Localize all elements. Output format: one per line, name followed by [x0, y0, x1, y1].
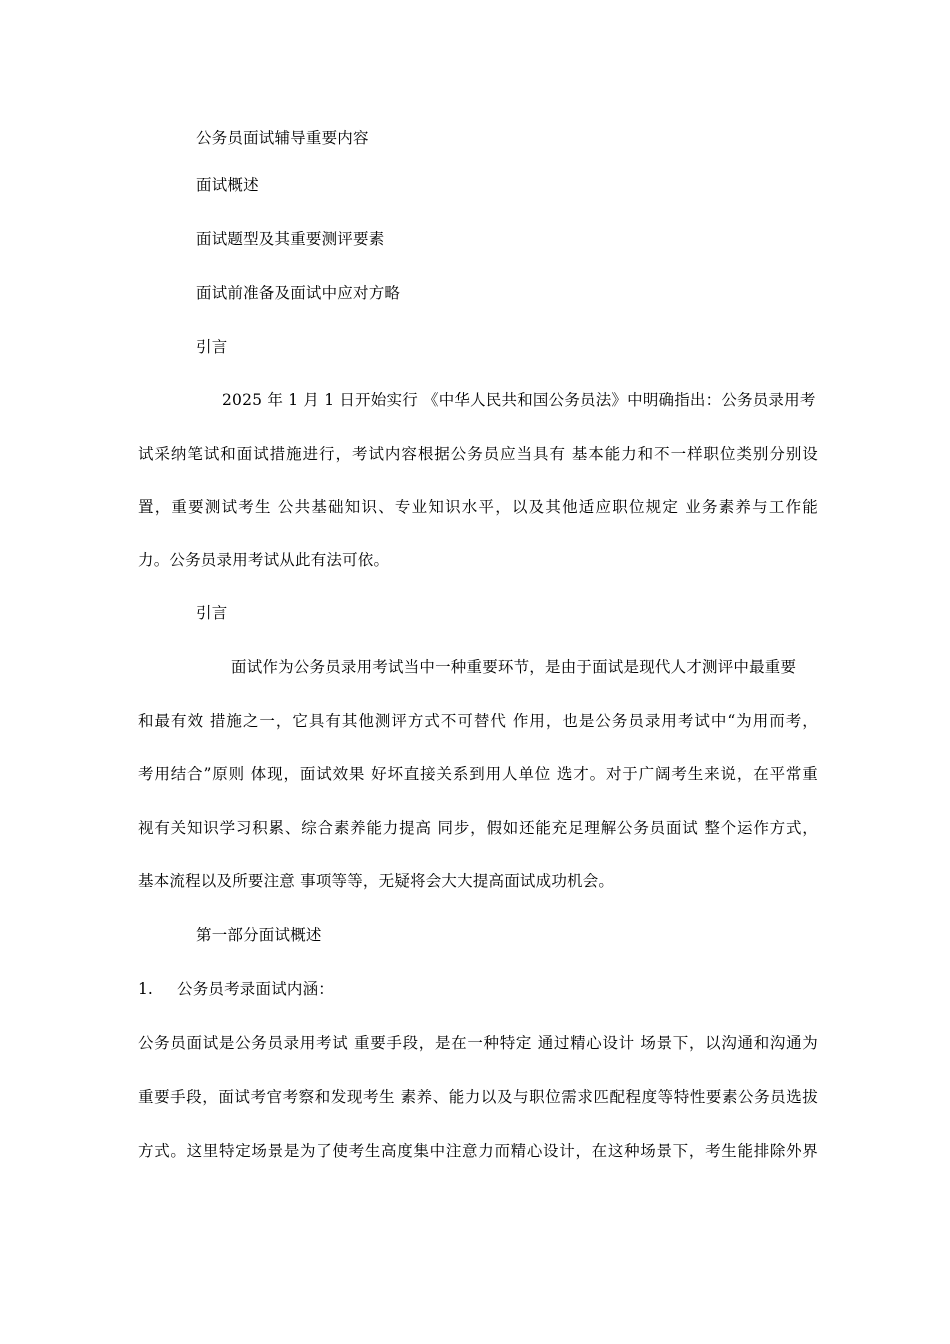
intro2-line-3: 考用结合”原则 体现，面试效果 好坏直接关系到用人单位 选才。对于广阔考生来说，在平常重: [138, 765, 818, 783]
intro1-line-1: 2025 年 1 月 1 日开始实行 《中华人民共和国公务员法》中明确指出：公务员录用考: [222, 391, 816, 409]
part1-heading: 第一部分面试概述: [196, 926, 322, 944]
part1-line-3: 方式。这里特定场景是为了使考生高度集中注意力而精心设计，在这种场景下，考生能排除外界: [138, 1142, 818, 1160]
intro2-line-4: 视有关知识学习积累、综合素养能力提高 同步，假如还能充足理解公务员面试 整个运作方式，: [138, 819, 818, 837]
part1-item-number: 1.: [138, 980, 153, 998]
intro2-line-2: 和最有效 措施之一，它具有其他测评方式不可替代 作用，也是公务员录用考试中“为用而考，: [138, 712, 818, 730]
outline-item-question-types: 面试题型及其重要测评要素: [196, 230, 385, 248]
part1-item-title: 公务员考录面试内涵：: [177, 980, 335, 998]
part1-line-1: 公务员面试是公务员录用考试 重要手段，是在一种特定 通过精心设计 场景下，以沟通和沟通为: [138, 1034, 818, 1052]
intro1-line-3: 置，重要测试考生 公共基础知识、专业知识水平，以及其他适应职位规定 业务素养与工作能: [138, 498, 818, 516]
outline-title: 公务员面试辅导重要内容: [196, 129, 369, 147]
part1-line-2: 重要手段，面试考官考察和发现考生 素养、能力以及与职位需求匹配程度等特性要素公务员选拔: [138, 1088, 818, 1106]
outline-item-overview: 面试概述: [196, 176, 259, 194]
intro1-line-4: 力。公务员录用考试从此有法可依。: [138, 551, 390, 569]
intro-heading-1: 引言: [196, 338, 228, 356]
intro-heading-2: 引言: [196, 604, 228, 622]
outline-item-preparation: 面试前准备及面试中应对方略: [196, 284, 401, 302]
intro2-line-5: 基本流程以及所要注意 事项等等，无疑将会大大提高面试成功机会。: [138, 872, 615, 890]
intro1-line-2: 试采纳笔试和面试措施进行，考试内容根据公务员应当具有 基本能力和不一样职位类别分别设: [138, 445, 818, 463]
intro2-line-1: 面试作为公务员录用考试当中一种重要环节，是由于面试是现代人才测评中最重要: [231, 658, 797, 676]
